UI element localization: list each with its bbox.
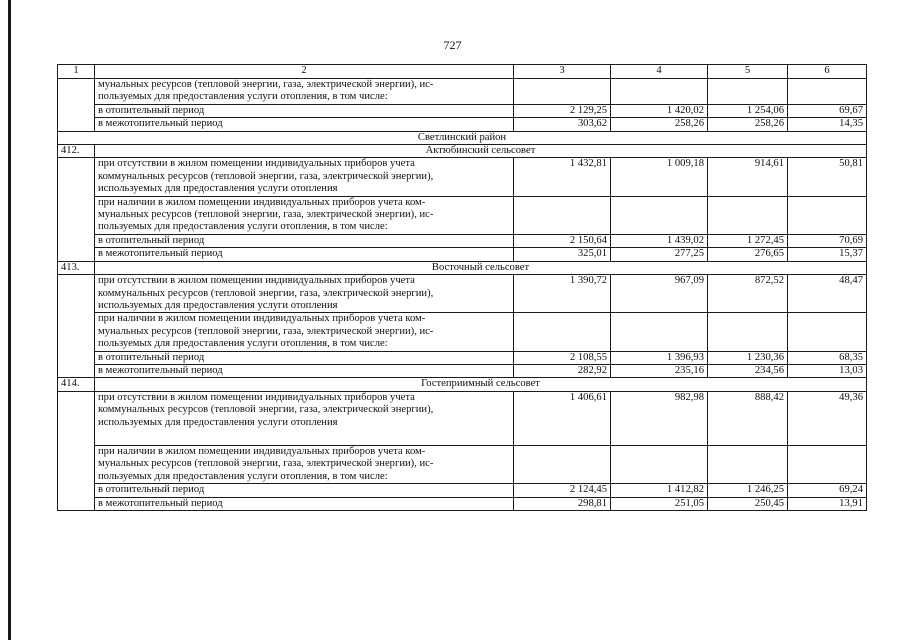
value-cell: 2 124,45 (514, 484, 611, 497)
description-cell: при отсутствии в жилом помещении индивидуальных приборов учета коммунальных ресурсов (тепловой энергии, газа, электрической энергии), используемых для предоставления услуги отопления (95, 158, 514, 196)
value-cell (514, 196, 611, 234)
value-cell (788, 79, 867, 105)
value-cell: 1 432,81 (514, 158, 611, 196)
value-cell (611, 313, 708, 351)
value-cell: 258,26 (611, 118, 708, 131)
value-cell: 298,81 (514, 497, 611, 510)
value-cell (611, 79, 708, 105)
scan-edge-line (8, 0, 11, 640)
district-row (58, 131, 867, 144)
section-header-row (58, 378, 867, 391)
period-label: в отопительный период (95, 351, 514, 364)
value-cell: 1 272,45 (708, 234, 788, 247)
tariff-table (57, 64, 867, 511)
table-row (58, 391, 867, 445)
section-number: 414. (58, 378, 95, 391)
value-cell: 251,05 (611, 497, 708, 510)
value-cell: 69,24 (788, 484, 867, 497)
table-row (58, 445, 867, 483)
period-label: в межотопительный период (95, 497, 514, 510)
table-row (58, 104, 867, 117)
table-row (58, 234, 867, 247)
number-cell (58, 391, 95, 510)
table-row (58, 351, 867, 364)
period-label: в отопительный период (95, 234, 514, 247)
value-cell: 13,91 (788, 497, 867, 510)
value-cell (788, 196, 867, 234)
section-number: 412. (58, 145, 95, 158)
value-cell: 1 412,82 (611, 484, 708, 497)
value-cell: 68,35 (788, 351, 867, 364)
column-header: 4 (611, 65, 708, 79)
table-row (58, 196, 867, 234)
value-cell: 2 150,64 (514, 234, 611, 247)
district-name: Светлинский район (58, 131, 867, 144)
value-cell: 258,26 (708, 118, 788, 131)
value-cell: 276,65 (708, 248, 788, 261)
section-header-row (58, 261, 867, 274)
table-row (58, 364, 867, 377)
number-cell (58, 275, 95, 378)
value-cell: 888,42 (708, 391, 788, 445)
value-cell: 2 108,55 (514, 351, 611, 364)
section-number: 413. (58, 261, 95, 274)
value-cell: 1 246,25 (708, 484, 788, 497)
period-label: в отопительный период (95, 104, 514, 117)
value-cell: 982,98 (611, 391, 708, 445)
value-cell: 1 009,18 (611, 158, 708, 196)
value-cell: 1 254,06 (708, 104, 788, 117)
column-header: 1 (58, 65, 95, 79)
value-cell (611, 196, 708, 234)
description-cell: при наличии в жилом помещении индивидуальных приборов учета ком- мунальных ресурсов (тепловой энергии, газа, электрической энергии), ис- пользуемых для предоставления услуги отопления, в том числе: (95, 196, 514, 234)
number-cell (58, 158, 95, 261)
table-row (58, 484, 867, 497)
value-cell: 967,09 (611, 275, 708, 313)
value-cell: 70,69 (788, 234, 867, 247)
column-header: 5 (708, 65, 788, 79)
value-cell (708, 313, 788, 351)
description-cell: при наличии в жилом помещении индивидуальных приборов учета ком- мунальных ресурсов (тепловой энергии, газа, электрической энергии), ис- пользуемых для предоставления услуги отопления, в том числе: (95, 313, 514, 351)
value-cell: 1 230,36 (708, 351, 788, 364)
column-header: 3 (514, 65, 611, 79)
value-cell: 1 439,02 (611, 234, 708, 247)
value-cell (788, 445, 867, 483)
page-number: 727 (443, 38, 462, 52)
column-header: 2 (95, 65, 514, 79)
description-cell: при отсутствии в жилом помещении индивидуальных приборов учета коммунальных ресурсов (тепловой энергии, газа, электрической энергии), используемых для предоставления услуги отопления (95, 391, 514, 445)
description-cell: при наличии в жилом помещении индивидуальных приборов учета ком- мунальных ресурсов (тепловой энергии, газа, электрической энергии), ис- пользуемых для предоставления услуги отопления, в том числе: (95, 445, 514, 483)
table-row (58, 248, 867, 261)
value-cell: 15,37 (788, 248, 867, 261)
value-cell: 2 129,25 (514, 104, 611, 117)
period-label: в межотопительный период (95, 248, 514, 261)
value-cell (514, 79, 611, 105)
value-cell: 1 420,02 (611, 104, 708, 117)
value-cell: 1 406,61 (514, 391, 611, 445)
value-cell: 235,16 (611, 364, 708, 377)
table-row (58, 79, 867, 105)
column-header: 6 (788, 65, 867, 79)
value-cell: 325,01 (514, 248, 611, 261)
value-cell: 277,25 (611, 248, 708, 261)
value-cell: 250,45 (708, 497, 788, 510)
value-cell (708, 196, 788, 234)
period-label: в межотопительный период (95, 118, 514, 131)
section-header-row (58, 145, 867, 158)
value-cell (708, 445, 788, 483)
header-row (58, 65, 867, 79)
value-cell: 1 396,93 (611, 351, 708, 364)
value-cell (514, 313, 611, 351)
value-cell (611, 445, 708, 483)
value-cell: 1 390,72 (514, 275, 611, 313)
section-name: Гостеприимный сельсовет (95, 378, 867, 391)
value-cell: 234,56 (708, 364, 788, 377)
value-cell: 282,92 (514, 364, 611, 377)
description-cell: мунальных ресурсов (тепловой энергии, газа, электрической энергии), ис- пользуемых для предоставления услуги отопления, в том числе: (95, 79, 514, 105)
value-cell: 872,52 (708, 275, 788, 313)
value-cell: 303,62 (514, 118, 611, 131)
section-name: Восточный сельсовет (95, 261, 867, 274)
value-cell: 14,35 (788, 118, 867, 131)
value-cell: 49,36 (788, 391, 867, 445)
table-row (58, 313, 867, 351)
value-cell (514, 445, 611, 483)
value-cell: 48,47 (788, 275, 867, 313)
value-cell (788, 313, 867, 351)
value-cell: 13,03 (788, 364, 867, 377)
number-cell (58, 79, 95, 132)
table-row (58, 158, 867, 196)
value-cell (708, 79, 788, 105)
period-label: в межотопительный период (95, 364, 514, 377)
description-cell: при отсутствии в жилом помещении индивидуальных приборов учета коммунальных ресурсов (тепловой энергии, газа, электрической энергии), используемых для предоставления услуги отопления (95, 275, 514, 313)
table-row (58, 275, 867, 313)
value-cell: 50,81 (788, 158, 867, 196)
section-name: Актюбинский сельсовет (95, 145, 867, 158)
value-cell: 69,67 (788, 104, 867, 117)
value-cell: 914,61 (708, 158, 788, 196)
table-row (58, 118, 867, 131)
table-body (58, 65, 867, 511)
period-label: в отопительный период (95, 484, 514, 497)
table-row (58, 497, 867, 510)
